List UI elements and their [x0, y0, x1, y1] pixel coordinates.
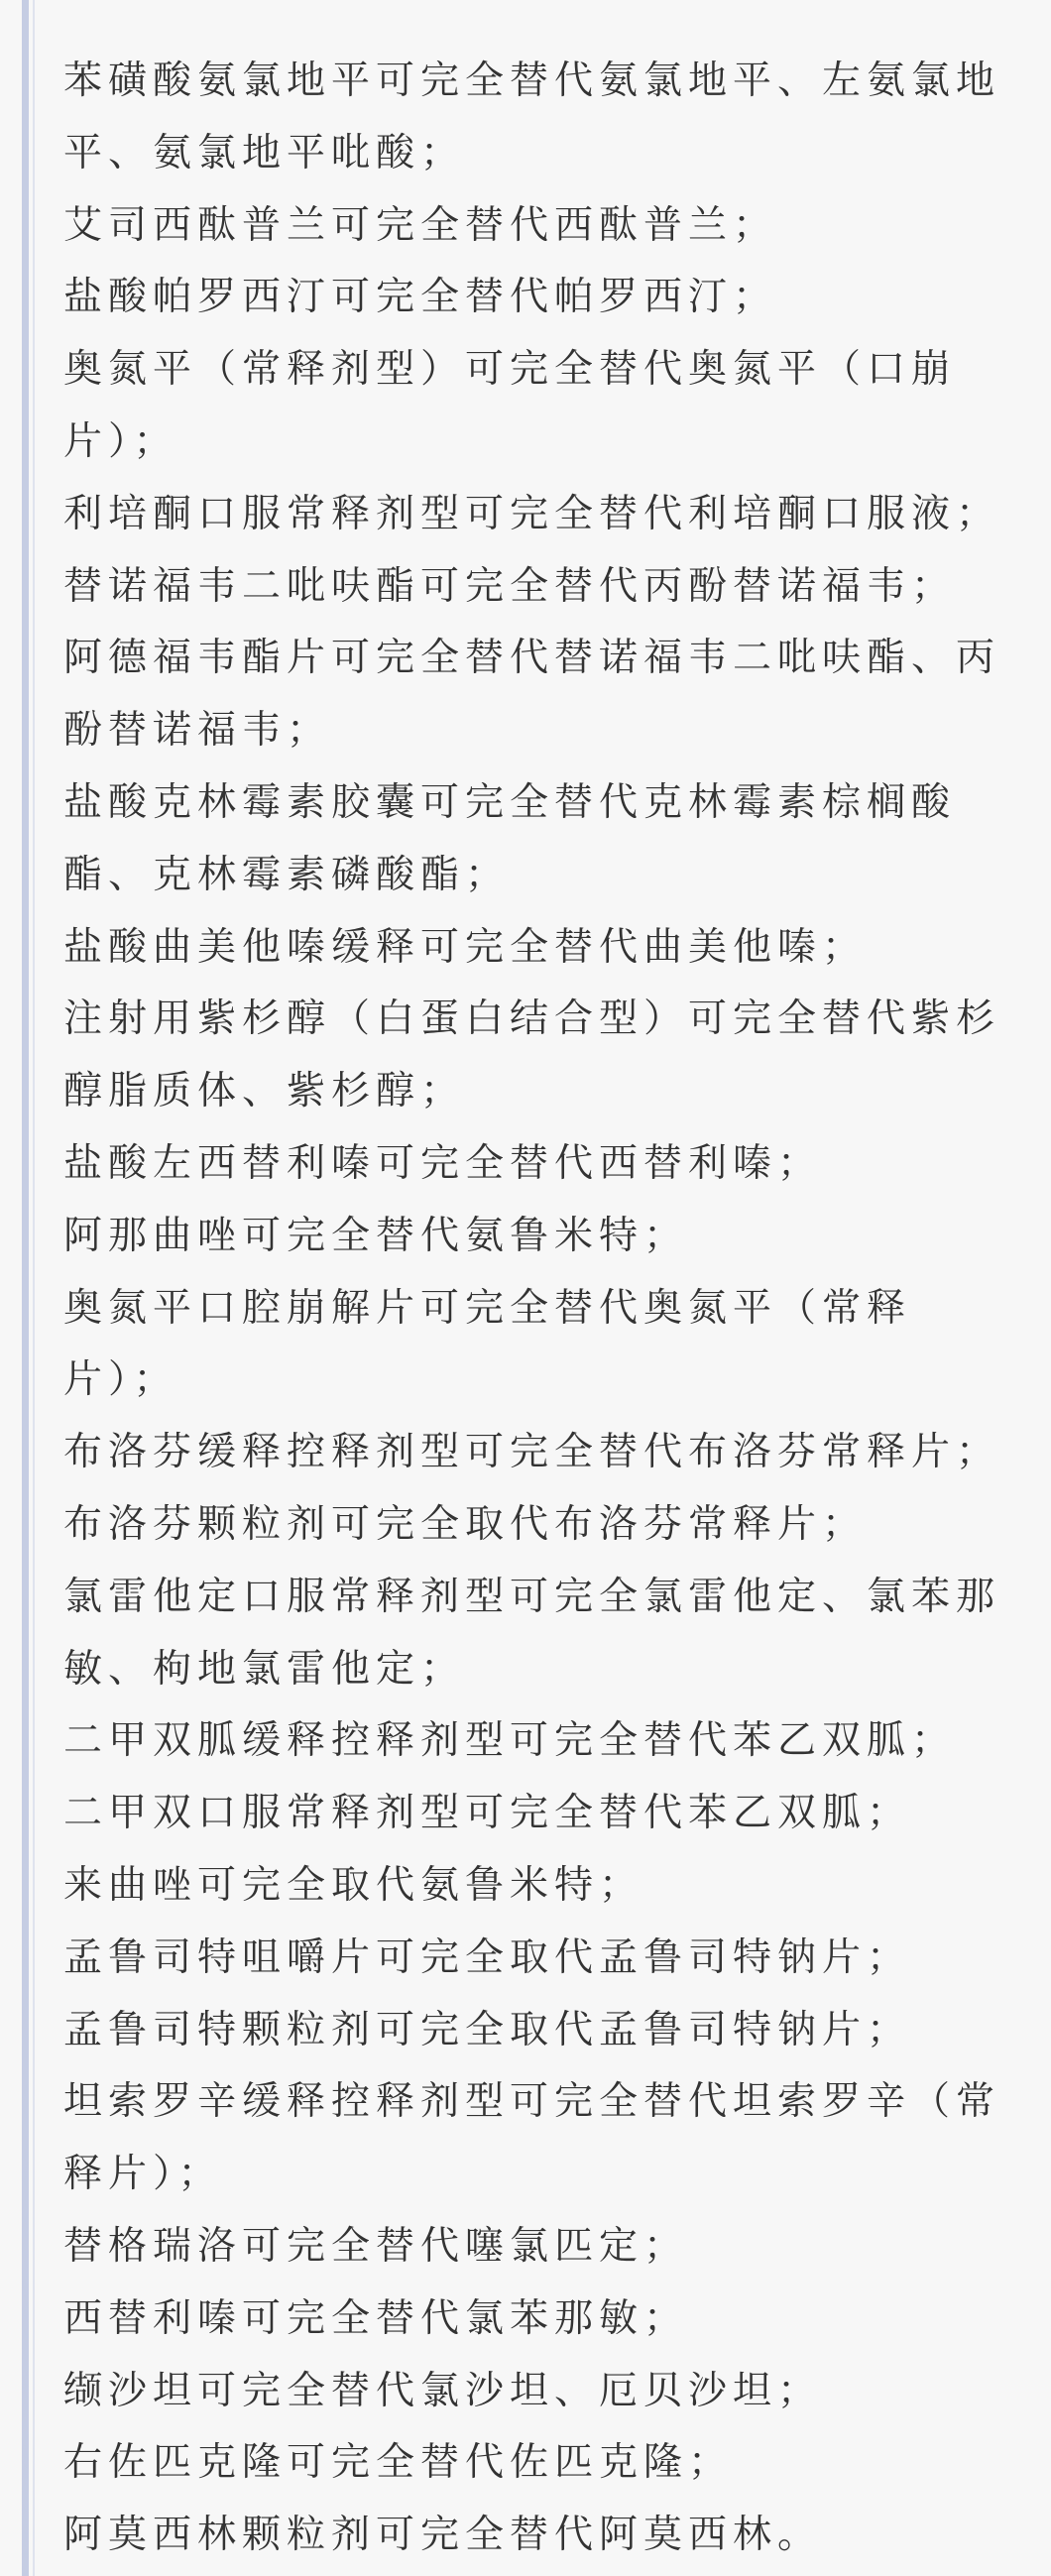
text-line: 苯磺酸氨氯地平可完全替代氨氯地平、左氨氯地	[63, 59, 1001, 103]
text-line: 孟鲁司特颗粒剂可完全取代孟鲁司特钠片；	[63, 2007, 912, 2052]
text-line: 坦索罗辛缓释控释剂型可完全替代坦索罗辛（常	[63, 2079, 1001, 2125]
text-line: 布洛芬颗粒剂可完全取代布洛芬常释片；	[63, 1501, 868, 1547]
text-line: 注射用紫杉醇（白蛋白结合型）可完全替代紫杉	[63, 996, 1001, 1042]
text-line: 替格瑞洛可完全替代噻氯匹定；	[63, 2223, 689, 2269]
text-line: 西替利嗪可完全替代氯苯那敏；	[63, 2295, 689, 2341]
text-line: 平、氨氯地平吡酸；	[63, 130, 466, 176]
text-line: 奥氮平口腔崩解片可完全替代奥氮平（常释	[63, 1285, 912, 1331]
text-line: 阿德福韦酯片可完全替代替诺福韦二吡呋酯、丙	[63, 636, 1001, 681]
text-line: 奥氮平（常释剂型）可完全替代奥氮平（口崩	[63, 347, 957, 393]
text-line: 盐酸帕罗西汀可完全替代帕罗西汀；	[63, 275, 778, 320]
drug-substitution-list	[63, 46, 1005, 2572]
text-line: 氯雷他定口服常释剂型可完全氯雷他定、氯苯那	[63, 1574, 1001, 1619]
text-line: 片）；	[63, 1357, 178, 1403]
text-line: 片）；	[63, 418, 178, 464]
text-line: 盐酸曲美他嗪缓释可完全替代曲美他嗪；	[63, 924, 868, 970]
text-line: 右佐匹克隆可完全替代佐匹克隆；	[63, 2440, 734, 2486]
text-line: 二甲双胍缓释控释剂型可完全替代苯乙双胍；	[63, 1718, 957, 1764]
text-line: 替诺福韦二吡呋酯可完全替代丙酚替诺福韦；	[63, 563, 957, 609]
text-line: 释片）；	[63, 2152, 223, 2197]
text-line: 二甲双口服常释剂型可完全替代苯乙双胍；	[63, 1791, 912, 1836]
text-line: 来曲唑可完全取代氨鲁米特；	[63, 1862, 644, 1908]
text-line: 布洛芬缓释控释剂型可完全替代布洛芬常释片；	[63, 1430, 1001, 1475]
blockquote-bar	[22, 0, 29, 2576]
text-line: 阿莫西林颗粒剂可完全替代阿莫西林。	[63, 2513, 823, 2558]
text-line: 艾司西酞普兰可完全替代西酞普兰；	[63, 202, 778, 248]
text-line: 酯、克林霉素磷酸酯；	[63, 852, 511, 897]
text-line: 醇脂质体、紫杉醇；	[63, 1069, 466, 1114]
text-line: 利培酮口服常释剂型可完全替代利培酮口服液；	[63, 491, 1001, 536]
text-line: 盐酸左西替利嗪可完全替代西替利嗪；	[63, 1140, 823, 1186]
text-line: 缬沙坦可完全替代氯沙坦、厄贝沙坦；	[63, 2368, 823, 2413]
text-line: 盐酸克林霉素胶囊可完全替代克林霉素棕榈酸	[63, 779, 957, 825]
text-line: 孟鲁司特咀嚼片可完全取代孟鲁司特钠片；	[63, 1934, 912, 1980]
text-line: 酚替诺福韦；	[63, 708, 332, 754]
text-line: 敏、枸地氯雷他定；	[63, 1646, 466, 1692]
blockquote-bar-inner-line	[33, 0, 35, 2576]
text-line: 阿那曲唑可完全替代氨鲁米特；	[63, 1213, 689, 1258]
